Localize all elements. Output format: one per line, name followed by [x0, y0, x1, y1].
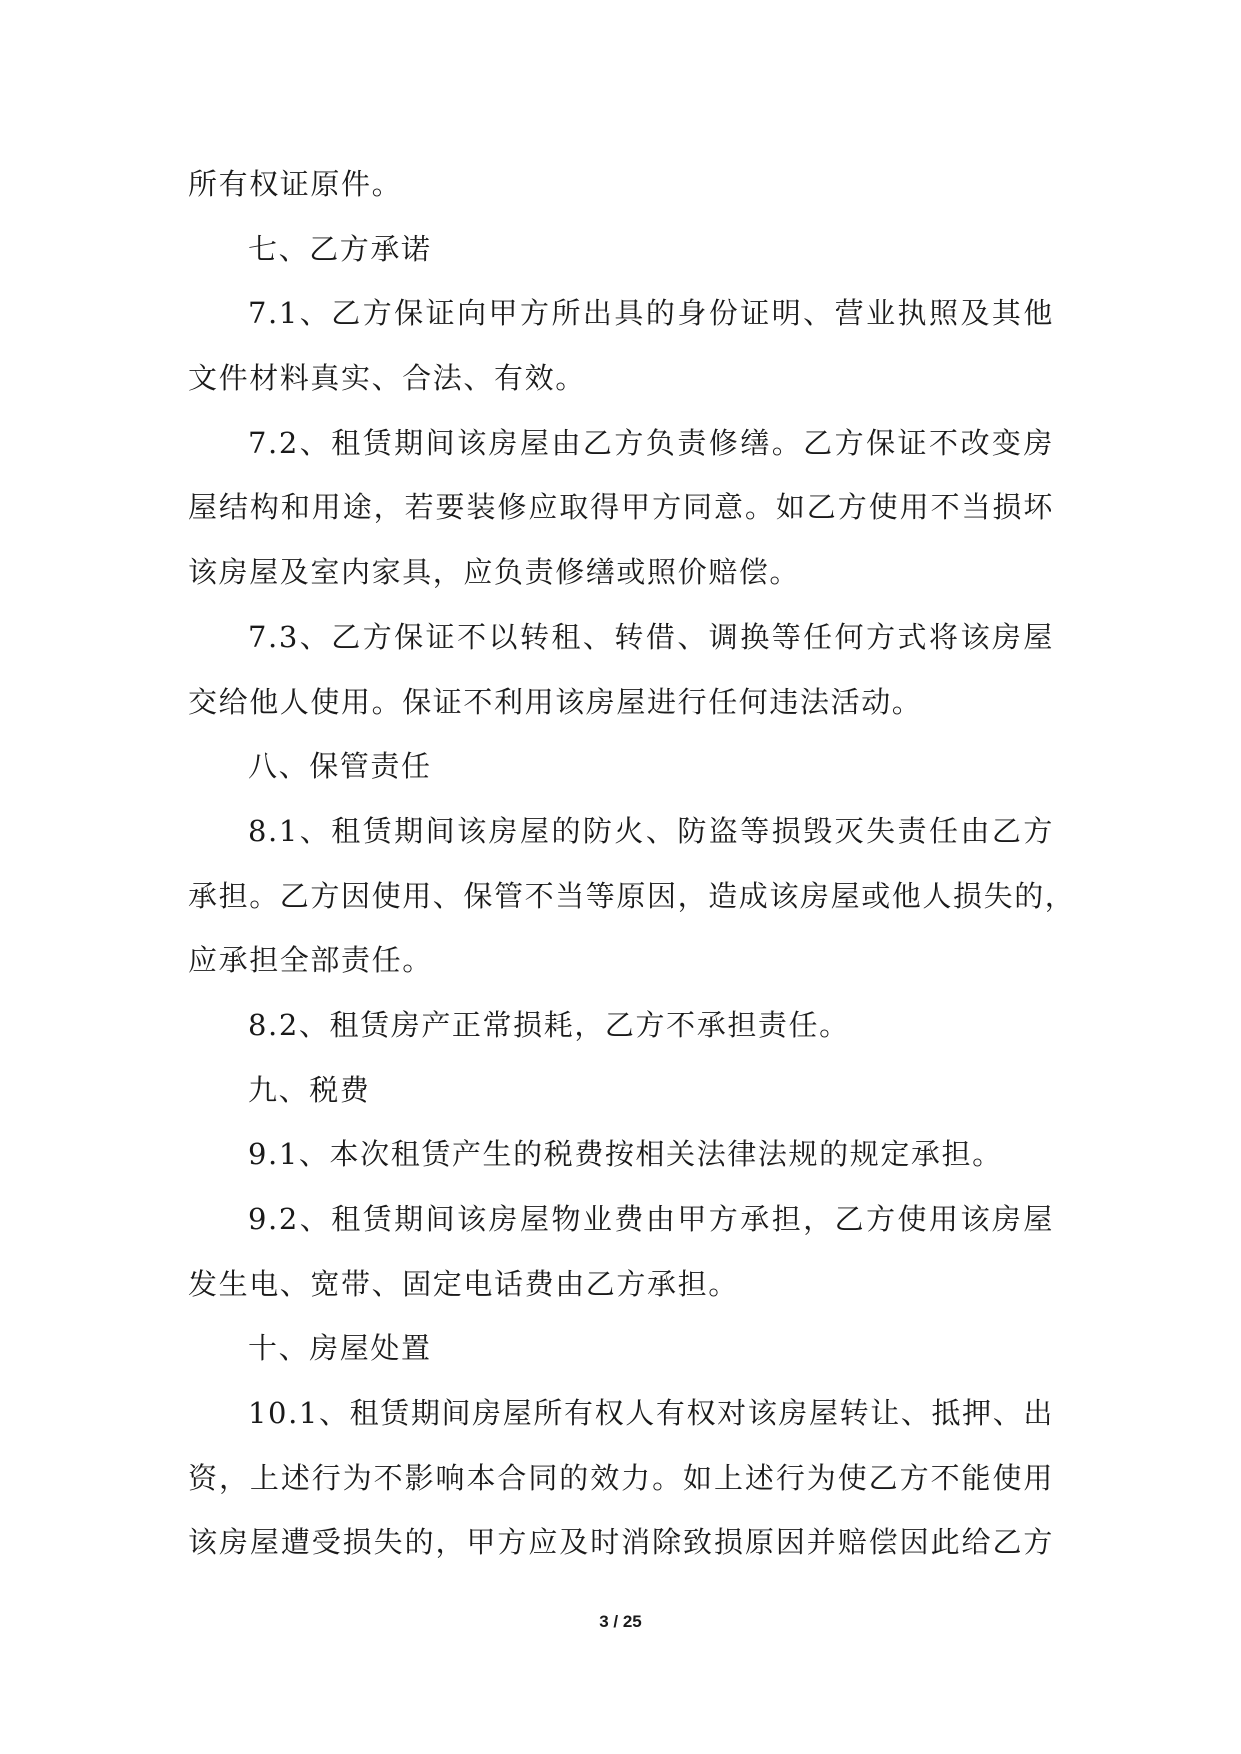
- text-line: 9.2、租赁期间该房屋物业费由甲方承担，乙方使用该房屋: [248, 1202, 1054, 1236]
- text-line: 应承担全部责任。: [188, 943, 433, 978]
- text-line: 7.2、租赁期间该房屋由乙方负责修缮。乙方保证不改变房: [248, 425, 1054, 460]
- document-body: [188, 152, 1076, 1575]
- page-number: 3 / 25: [599, 1612, 642, 1631]
- text-line: 交给他人使用。保证不利用该房屋进行任何违法活动。: [188, 684, 923, 719]
- text-line: 9.1、本次租赁产生的税费按相关法律法规的规定承担。: [248, 1137, 1003, 1172]
- text-line: 八、保管责任: [248, 749, 432, 784]
- text-line: 资，上述行为不影响本合同的效力。如上述行为使乙方不能使用: [188, 1460, 1054, 1495]
- text-line: 所有权证原件。: [188, 167, 403, 201]
- text-line: 7.1、乙方保证向甲方所出具的身份证明、营业执照及其他: [248, 296, 1054, 331]
- text-line: 屋结构和用途，若要装修应取得甲方同意。如乙方使用不当损坏: [188, 490, 1054, 525]
- text-line: 九、税费: [248, 1072, 371, 1107]
- text-line: 发生电、宽带、固定电话费由乙方承担。: [188, 1266, 739, 1301]
- text-line: 10.1、租赁期间房屋所有权人有权对该房屋转让、抵押、出: [248, 1396, 1054, 1431]
- text-line: 七、乙方承诺: [248, 231, 432, 266]
- text-line: 承担。乙方因使用、保管不当等原因，造成该房屋或他人损失的，: [188, 878, 1076, 913]
- text-line: 文件材料真实、合法、有效。: [188, 361, 586, 396]
- text-line: 该房屋及室内家具，应负责修缮或照价赔偿。: [188, 555, 801, 590]
- text-line: 该房屋遭受损失的，甲方应及时消除致损原因并赔偿因此给乙方: [188, 1525, 1054, 1560]
- text-line: 8.1、租赁期间该房屋的防火、防盗等损毁灭失责任由乙方: [248, 813, 1054, 848]
- text-line: 十、房屋处置: [248, 1331, 432, 1366]
- text-line: 8.2、租赁房产正常损耗，乙方不承担责任。: [248, 1007, 850, 1042]
- text-line: 7.3、乙方保证不以转租、转借、调换等任何方式将该房屋: [248, 619, 1054, 654]
